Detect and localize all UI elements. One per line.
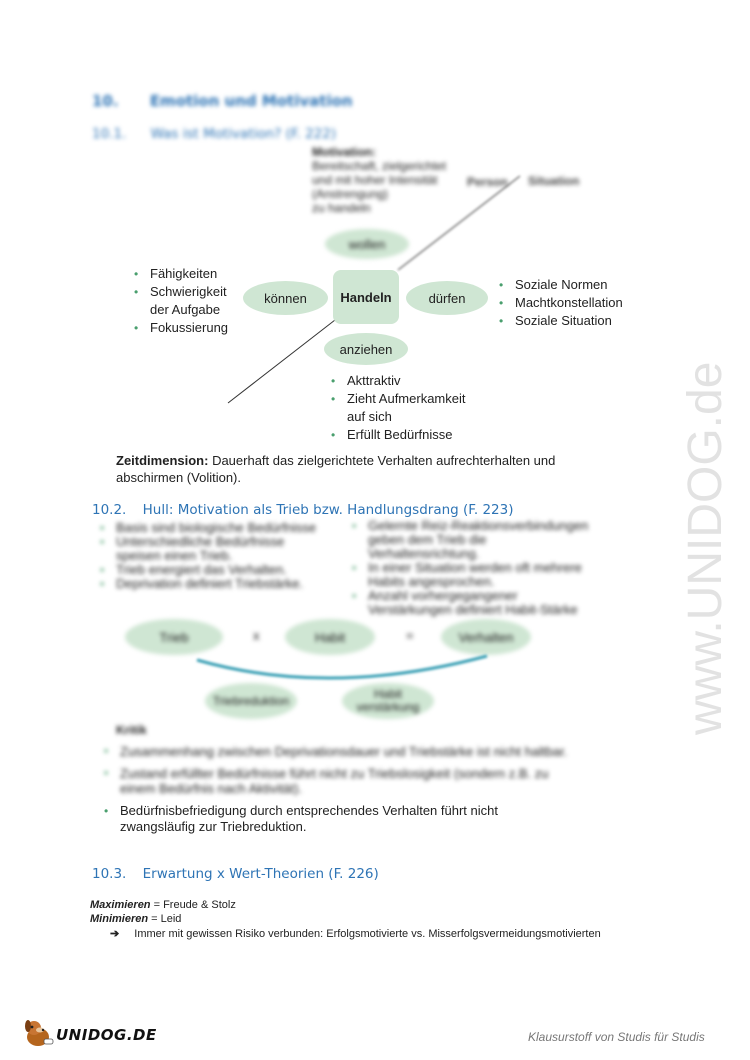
equals-symbol: = [406,628,414,643]
kritik-bullets [102,744,572,835]
section-title: Emotion und Motivation [149,92,353,110]
zeitdimension-body: Dauerhaft das zielgerichtete Verhalten aufrechterhalten und abschirmen (Volition). [116,453,556,485]
motivation-def-line: (Anstrengung) [312,187,389,201]
subsection-heading-10-3 [92,866,379,882]
list-item: • Fähigkeiten [132,265,242,283]
list-item: • Soziale Normen [497,276,637,294]
list-item: • Trieb energiert das Verhalten. [98,563,328,577]
subsection-number: 10.1. [92,126,127,142]
anziehen-ellipse: anziehen [324,333,408,365]
trieb-ellipse: Trieb [125,619,223,655]
arrow-right-icon: ➔ [110,928,120,940]
subsection-title: Erwartung x Wert-Theorien (F. 226) [142,866,379,882]
minimieren-text: = Leid [148,913,182,925]
motivation-def-line: und mit hoher Intensität [312,173,438,187]
list-item: • Fokussierung [132,319,242,337]
risk-line [110,927,601,941]
minimieren-label: Minimieren [90,913,149,925]
logo-text: UNIDOG.DE [56,1026,157,1044]
wollen-ellipse: wollen [325,229,409,259]
handeln-box: Handeln [333,270,399,324]
list-item: • Zustand erfüllter Bedürfnisse führt nicht zu Triebslosigkeit (sondern z.B. zu einem Bedürfnis nach Aktivität). [102,766,572,796]
maximieren-line [90,898,236,912]
list-item: • Unterschiedliche Bedürfnisse speisen einen Trieb. [98,535,328,563]
list-item: • Machtkonstellation [497,294,637,312]
list-item: • Soziale Situation [497,312,637,330]
situation-label: Situation [528,174,580,188]
maximieren-text: = Freude & Stolz [150,899,236,911]
watermark-text: www.UNIDOG.de [679,361,732,735]
habit-ellipse: Habit [285,619,375,655]
person-label: Person [467,175,508,189]
footer-tagline: Klausurstoff von Studis für Studis [528,1030,705,1044]
koennen-ellipse: können [243,281,328,315]
list-item: • Deprivation definiert Triebstärke. [98,577,328,591]
motivation-def-line: zu handeln [312,201,371,215]
subsection-number: 10.3. [92,866,127,882]
list-item: • Schwierigkeit der Aufgabe [132,283,242,319]
section-number: 10. [92,92,119,110]
list-item: • Zusammenhang zwischen Deprivationsdauer und Triebstärke ist nicht haltbar. [102,744,572,759]
risk-text: Immer mit gewissen Risiko verbunden: Erfolgsmotivierte vs. Misserfolgsvermeidungsmotivierten [134,928,601,940]
unidog-logo [20,1017,160,1049]
watermark [626,280,746,740]
times-symbol: x [253,628,260,643]
list-item: • Gelernte Reiz-Reaktionsverbindungen geben dem Trieb die Verhaltensrichtung. [350,519,590,561]
subsection-number: 10.2. [92,502,127,518]
list-item: • Erfüllt Bedürfnisse [329,426,469,444]
list-item: • Anzahl vorhergegangener Verstärkungen definiert Habit-Stärke [350,589,590,617]
feedback-arc-path [197,656,487,678]
list-item: • In einer Situation werden oft mehrere Habits angesprochen. [350,561,590,589]
subsection-title: Was ist Motivation? (F. 222) [150,126,337,142]
list-item: • Basis sind biologische Bedürfnisse [98,521,328,535]
list-item: • Bedürfnisbefriedigung durch entsprechendes Verhalten führt nicht zwangsläufig zur Triebreduktion. [102,803,572,835]
list-item: • Akttraktiv [329,372,469,390]
triebreduktion-ellipse: Triebreduktion [205,683,297,719]
minimieren-line [90,912,181,926]
verhalten-ellipse: Verhalten [441,619,531,655]
motivation-def-line: Bereitschaft, zielgerichtet [312,159,447,173]
kritik-label: Kritik [116,723,147,737]
dog-icon [20,1017,56,1049]
habit-verstaerkung-ellipse: Habit verstärkung [342,683,434,719]
motivation-label: Motivation: [312,145,376,159]
subsection-title: Hull: Motivation als Trieb bzw. Handlungsdrang (F. 223) [142,502,514,518]
zeitdimension-label: Zeitdimension: [116,453,209,468]
maximieren-label: Maximieren [90,899,151,911]
list-item: • Zieht Aufmerkamkeit auf sich [329,390,469,426]
duerfen-ellipse: dürfen [406,281,488,315]
